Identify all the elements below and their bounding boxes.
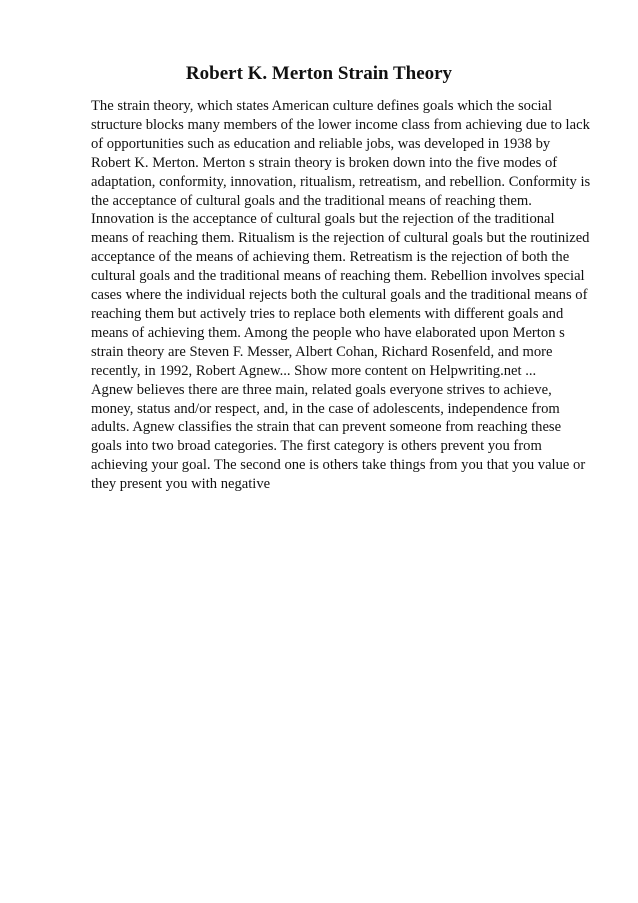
body-line: means of achieving them. Among the people who have elaborated upon Merton s [91, 324, 565, 341]
body-line: they present you with negative [91, 476, 271, 493]
body-line: The strain theory, which states American culture defines goals which the social [91, 98, 553, 114]
body-line: recently, in 1992, Robert Agnew... Show more content on Helpwriting.net ... [91, 362, 537, 379]
body-line: the acceptance of cultural goals and the traditional means of reaching them. [91, 192, 532, 209]
body-line: reaching them but actively tries to replace both elements with different goals and [91, 305, 564, 322]
body-line: of opportunities such as education and reliable jobs, was developed in 1938 by [91, 135, 551, 152]
body-line: goals into two broad categories. The first category is others prevent you from [91, 438, 542, 455]
body-line: adaptation, conformity, innovation, ritualism, retreatism, and rebellion. Conformity is [91, 173, 591, 190]
body-line: Agnew believes there are three main, related goals everyone strives to achieve, [91, 381, 552, 398]
body-line: strain theory are Steven F. Messer, Albert Cohan, Richard Rosenfeld, and more [91, 343, 553, 360]
body-line: acceptance of the means of achieving them. Retreatism is the rejection of both the [91, 249, 570, 266]
document-title: Robert K. Merton Strain Theory [185, 63, 453, 84]
body-line: means of reaching them. Ritualism is the rejection of cultural goals but the routinized [91, 230, 590, 247]
body-line: achieving your goal. The second one is others take things from you that you value or [91, 457, 586, 474]
body-line: adults. Agnew classifies the strain that can prevent someone from reaching these [91, 419, 562, 436]
body-line: Innovation is the acceptance of cultural goals but the rejection of the traditional [91, 211, 555, 228]
document-body [91, 97, 611, 494]
body-line: cultural goals and the traditional means of reaching them. Rebellion involves special [91, 268, 585, 285]
body-line: cases where the individual rejects both the cultural goals and the traditional means of [91, 287, 588, 304]
body-line: money, status and/or respect, and, in the case of adolescents, independence from [91, 400, 560, 417]
body-line: Robert K. Merton. Merton s strain theory is broken down into the five modes of [91, 154, 558, 171]
body-line: structure blocks many members of the lower income class from achieving due to lack [91, 116, 590, 133]
